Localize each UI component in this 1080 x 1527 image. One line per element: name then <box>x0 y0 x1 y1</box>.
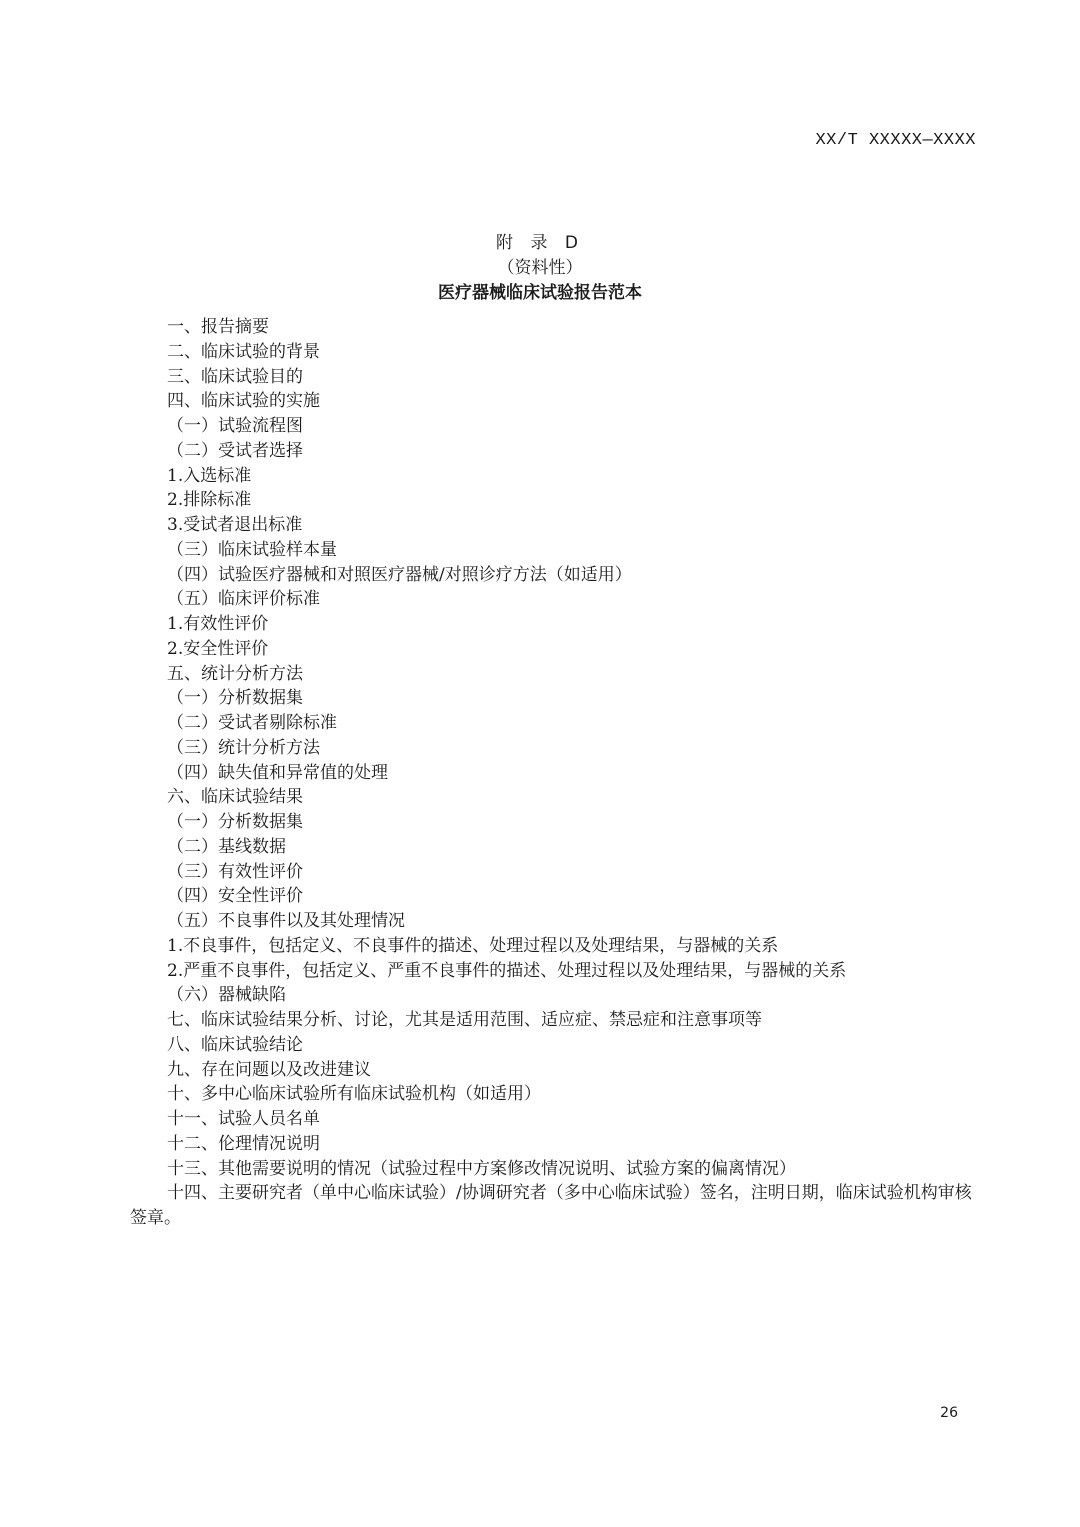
outline-item: 四、临床试验的实施 <box>167 391 320 412</box>
outline-item: 十四、主要研究者（单中心临床试验）/协调研究者（多中心临床试验）签名，注明日期，临床试验机构审核签章。 <box>130 1183 972 1228</box>
outline-item: （四）安全性评价 <box>167 886 303 907</box>
appendix-label: 附 录 D <box>496 233 584 253</box>
outline-item: 十、多中心临床试验所有临床试验机构（如适用） <box>167 1084 541 1105</box>
outline-item: 1.有效性评价 <box>167 614 269 634</box>
outline-item: 2.安全性评价 <box>167 638 269 659</box>
outline-item: （四）缺失值和异常值的处理 <box>167 762 388 783</box>
outline-item: 2.排除标准 <box>167 490 252 511</box>
outline-item: 十二、伦理情况说明 <box>167 1133 320 1154</box>
report-outline <box>130 315 980 1231</box>
outline-item: （三）统计分析方法 <box>167 737 320 758</box>
outline-item: 九、存在问题以及改进建议 <box>167 1059 371 1080</box>
outline-item: 五、统计分析方法 <box>167 663 303 684</box>
outline-item: 七、临床试验结果分析、讨论，尤其是适用范围、适应症、禁忌症和注意事项等 <box>167 1010 762 1030</box>
outline-item: （一）分析数据集 <box>167 812 303 832</box>
outline-item: 六、临床试验结果 <box>167 787 303 808</box>
outline-item: （二）基线数据 <box>167 836 286 857</box>
outline-item: （五）不良事件以及其处理情况 <box>167 911 405 931</box>
outline-item: 1.不良事件，包括定义、不良事件的描述、处理过程以及处理结果，与器械的关系 <box>167 935 779 956</box>
outline-item: 八、临床试验结论 <box>167 1034 303 1055</box>
appendix-title: 医疗器械临床试验报告范本 <box>438 283 642 303</box>
outline-item: 十三、其他需要说明的情况（试验过程中方案修改情况说明、试验方案的偏离情况） <box>167 1158 796 1179</box>
outline-item: 1.入选标准 <box>167 465 252 486</box>
outline-item: 三、临床试验目的 <box>167 366 303 387</box>
outline-item: （二）受试者剔除标准 <box>167 713 337 733</box>
appendix-heading <box>0 231 1080 306</box>
outline-item: （三）有效性评价 <box>167 861 303 882</box>
page-number: 26 <box>940 1405 958 1421</box>
standard-code: XX/T XXXXX—XXXX <box>815 131 976 150</box>
outline-item: （四）试验医疗器械和对照医疗器械/对照诊疗方法（如适用） <box>167 564 632 585</box>
outline-item: （五）临床评价标准 <box>167 589 320 610</box>
outline-item: （三）临床试验样本量 <box>167 539 337 560</box>
outline-item: 一、报告摘要 <box>167 317 269 337</box>
outline-item: 2.严重不良事件，包括定义、严重不良事件的描述、处理过程以及处理结果，与器械的关系 <box>167 960 847 981</box>
outline-item: （一）分析数据集 <box>167 688 303 709</box>
outline-item: （六）器械缺陷 <box>167 985 286 1006</box>
outline-item: 二、临床试验的背景 <box>167 341 320 362</box>
outline-item: 十一、试验人员名单 <box>167 1109 320 1129</box>
appendix-nature: （资料性） <box>497 258 583 278</box>
outline-item: （一）试验流程图 <box>167 416 303 436</box>
outline-item: 3.受试者退出标准 <box>167 515 303 535</box>
outline-item: （二）受试者选择 <box>167 440 303 461</box>
